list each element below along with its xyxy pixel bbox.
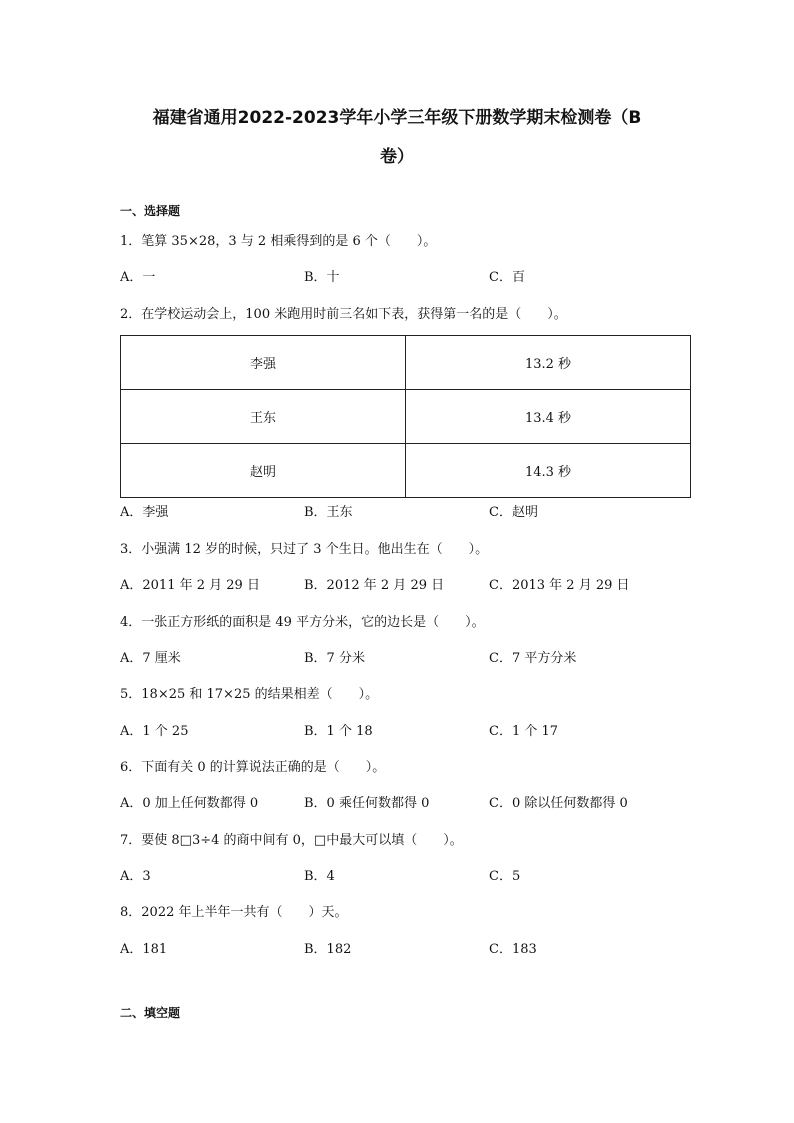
option-a: A．7 厘米 [120, 651, 181, 666]
options-5 [120, 723, 680, 741]
option-c: C．赵明 [489, 505, 538, 520]
options-8 [120, 941, 680, 959]
option-b: B．1 个 18 [304, 724, 373, 739]
option-b: B．2012 年 2 月 29 日 [304, 578, 445, 593]
table-cell-name: 李强 [121, 336, 406, 390]
option-b: B．0 乘任何数都得 0 [304, 796, 430, 811]
option-a: A．181 [120, 942, 168, 957]
option-b: B．王东 [304, 505, 353, 520]
table-row [121, 444, 691, 498]
table-cell-time: 13.4 秒 [406, 390, 691, 444]
table-cell-name: 赵明 [121, 444, 406, 498]
option-c: C．1 个 17 [489, 724, 559, 739]
question-5: 5．18×25 和 17×25 的结果相差（ ）。 [120, 687, 379, 702]
option-a: A．3 [120, 869, 151, 884]
question-7: 7．要使 8□3÷4 的商中间有 0，□中最大可以填（ ）。 [120, 833, 463, 848]
option-a: A．2011 年 2 月 29 日 [120, 578, 260, 593]
question-4: 4．一张正方形纸的面积是 49 平方分米，它的边长是（ ）。 [120, 615, 485, 630]
option-b: B．7 分米 [304, 651, 365, 666]
options-6 [120, 795, 680, 813]
option-b: B．十 [304, 270, 340, 285]
options-1 [120, 269, 680, 287]
table-cell-time: 13.2 秒 [406, 336, 691, 390]
option-c: C．5 [489, 869, 521, 884]
option-b: B．182 [304, 942, 352, 957]
exam-title-continued: 卷） [380, 147, 414, 167]
options-2 [120, 504, 680, 522]
question-2: 2．在学校运动会上，100 米跑用时前三名如下表，获得第一名的是（ ）。 [120, 307, 567, 322]
table-row [121, 336, 691, 390]
question-8: 8．2022 年上半年一共有（ ）天。 [120, 905, 348, 920]
option-c: C．百 [489, 270, 525, 285]
options-4 [120, 650, 680, 668]
question-3: 3．小强满 12 岁的时候，只过了 3 个生日。他出生在（ ）。 [120, 542, 489, 557]
section-heading-fill-in: 二、填空题 [120, 1006, 181, 1020]
option-c: C．0 除以任何数都得 0 [489, 796, 628, 811]
exam-title: 福建省通用2022-2023学年小学三年级下册数学期末检测卷（B [152, 108, 642, 128]
question-6: 6．下面有关 0 的计算说法正确的是（ ）。 [120, 760, 386, 775]
table-cell-name: 王东 [121, 390, 406, 444]
options-7 [120, 868, 680, 886]
race-time-table [120, 335, 691, 498]
option-a: A．1 个 25 [120, 724, 189, 739]
table-cell-time: 14.3 秒 [406, 444, 691, 498]
option-a: A．一 [120, 270, 156, 285]
section-heading-choice: 一、选择题 [120, 204, 181, 218]
question-1: 1．笔算 35×28，3 与 2 相乘得到的是 6 个（ ）。 [120, 234, 437, 249]
option-a: A．李强 [120, 505, 169, 520]
option-c: C．7 平方分米 [489, 651, 577, 666]
option-c: C．2013 年 2 月 29 日 [489, 578, 630, 593]
option-c: C．183 [489, 942, 537, 957]
option-b: B．4 [304, 869, 335, 884]
options-3 [120, 577, 680, 595]
table-row [121, 390, 691, 444]
option-a: A．0 加上任何数都得 0 [120, 796, 259, 811]
